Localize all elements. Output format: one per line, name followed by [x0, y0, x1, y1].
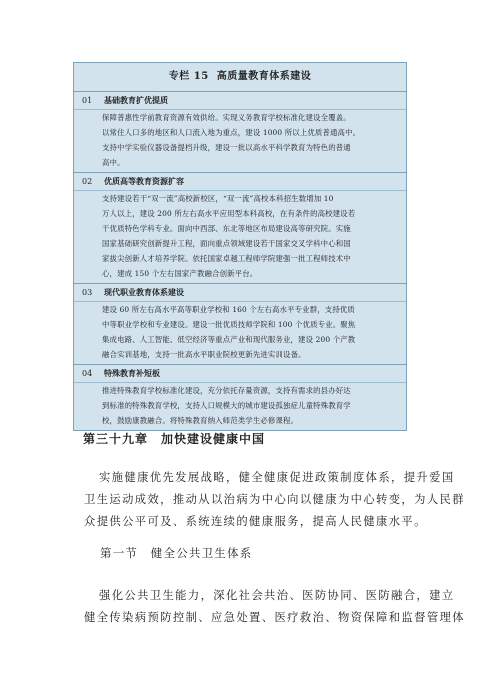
body-line: 万人以上，建设 200 所左右高水平应用型本科高校，在有条件的高校建设若	[102, 209, 356, 218]
column-number: 专栏 15	[168, 71, 209, 82]
section-number: 01	[82, 96, 93, 105]
section-header	[74, 92, 406, 110]
body-line: 建设 60 所左右高水平高等职业学校和 160 个左右高水平专业群，支持优质	[102, 305, 355, 314]
section-body	[74, 383, 406, 430]
body-line: 心，建成 150 个左右国家产教融合创新平台。	[102, 269, 258, 278]
body-line: 到标准的特殊教育学校，支持人口规模大的城市建设孤独症儿童特殊教育学	[102, 401, 351, 410]
section-title: 第一节 健全公共卫生体系	[100, 546, 253, 560]
section-heading: 特殊教育补短板	[104, 368, 160, 378]
section-04	[74, 365, 406, 430]
body-line: 融合实训基地，支持一批高水平职业院校更新先进实训设备。	[102, 350, 306, 359]
section-header	[74, 173, 406, 191]
paragraph-line: 卫生运动成效，推动从以治病为中心向以健康为中心转变，为人民群	[84, 493, 465, 506]
section-number: 02	[82, 177, 93, 186]
body-line: 干优质特色学科专业。面向中西部、东北等地区布局建设高等研究院。实施	[102, 224, 351, 233]
section-number: 04	[82, 369, 93, 378]
body-line: 高中。	[102, 158, 125, 167]
body-line: 推进特殊教育学校标准化建设，充分依托存量资源，支持有需求的县办好达	[102, 386, 351, 395]
column-title	[74, 63, 406, 92]
paragraph-line: 健全传染病预防控制、应急处置、医疗救治、物资保障和监督管理体	[84, 611, 465, 624]
body-line: 家拔尖创新人才培养学院。依托国家卓越工程师学院建强一批工程师技术中	[102, 254, 351, 263]
paragraph-line: 强化公共卫生能力，深化社会共治、医防协同、医防融合，建立	[99, 589, 455, 602]
section-02	[74, 173, 406, 284]
section-header	[74, 365, 406, 383]
paragraph-line: 众提供公平可及、系统连续的健康服务，提高人民健康水平。	[84, 515, 427, 528]
section-heading: 优质高等教育资源扩容	[104, 176, 184, 186]
body-line: 国家基础研究创新提升工程，面向重点领域建设若干国家交叉学科中心和国	[102, 239, 351, 248]
section-body	[74, 110, 406, 172]
paragraph-line: 实施健康优先发展战略，健全健康促进政策制度体系，提升爱国	[99, 471, 455, 484]
column-box	[73, 62, 407, 431]
body-line: 支持中学实验仪器设备提档升级，建设一批以高水平科学教育为特色的普通	[102, 143, 351, 152]
section-header	[74, 284, 406, 302]
body-line: 集成电路、人工智能、低空经济等重点产业和现代服务业，建设 200 个产教	[102, 335, 356, 344]
section-number: 03	[82, 288, 93, 297]
section-body	[74, 191, 406, 283]
section-01	[74, 92, 406, 173]
section-heading: 基础教育扩优提质	[104, 95, 168, 105]
section-body	[74, 302, 406, 364]
body-line: 支持建设若干“双一流”高校新校区，“双一流”高校本科招生数增加 10	[102, 194, 334, 203]
column-title-text: 高质量教育体系建设	[216, 71, 312, 82]
body-line: 校，鼓励康教融合。将特殊教育纳入师范类学生必修课程。	[102, 416, 299, 425]
chapter-title: 第三十九章 加快建设健康中国	[83, 432, 266, 446]
section-heading: 现代职业教育体系建设	[104, 287, 184, 297]
section-03	[74, 284, 406, 365]
body-line: 中等职业学校和专业建设。建设一批优质技师学院和 100 个优质专业。聚焦	[102, 320, 356, 329]
body-line: 保障普惠性学前教育资源有效供给。实现义务教育学校标准化建设全覆盖。	[102, 113, 351, 122]
body-line: 以常住人口多的地区和人口流入地为重点，建设 1000 所以上优质普通高中。	[102, 128, 361, 137]
